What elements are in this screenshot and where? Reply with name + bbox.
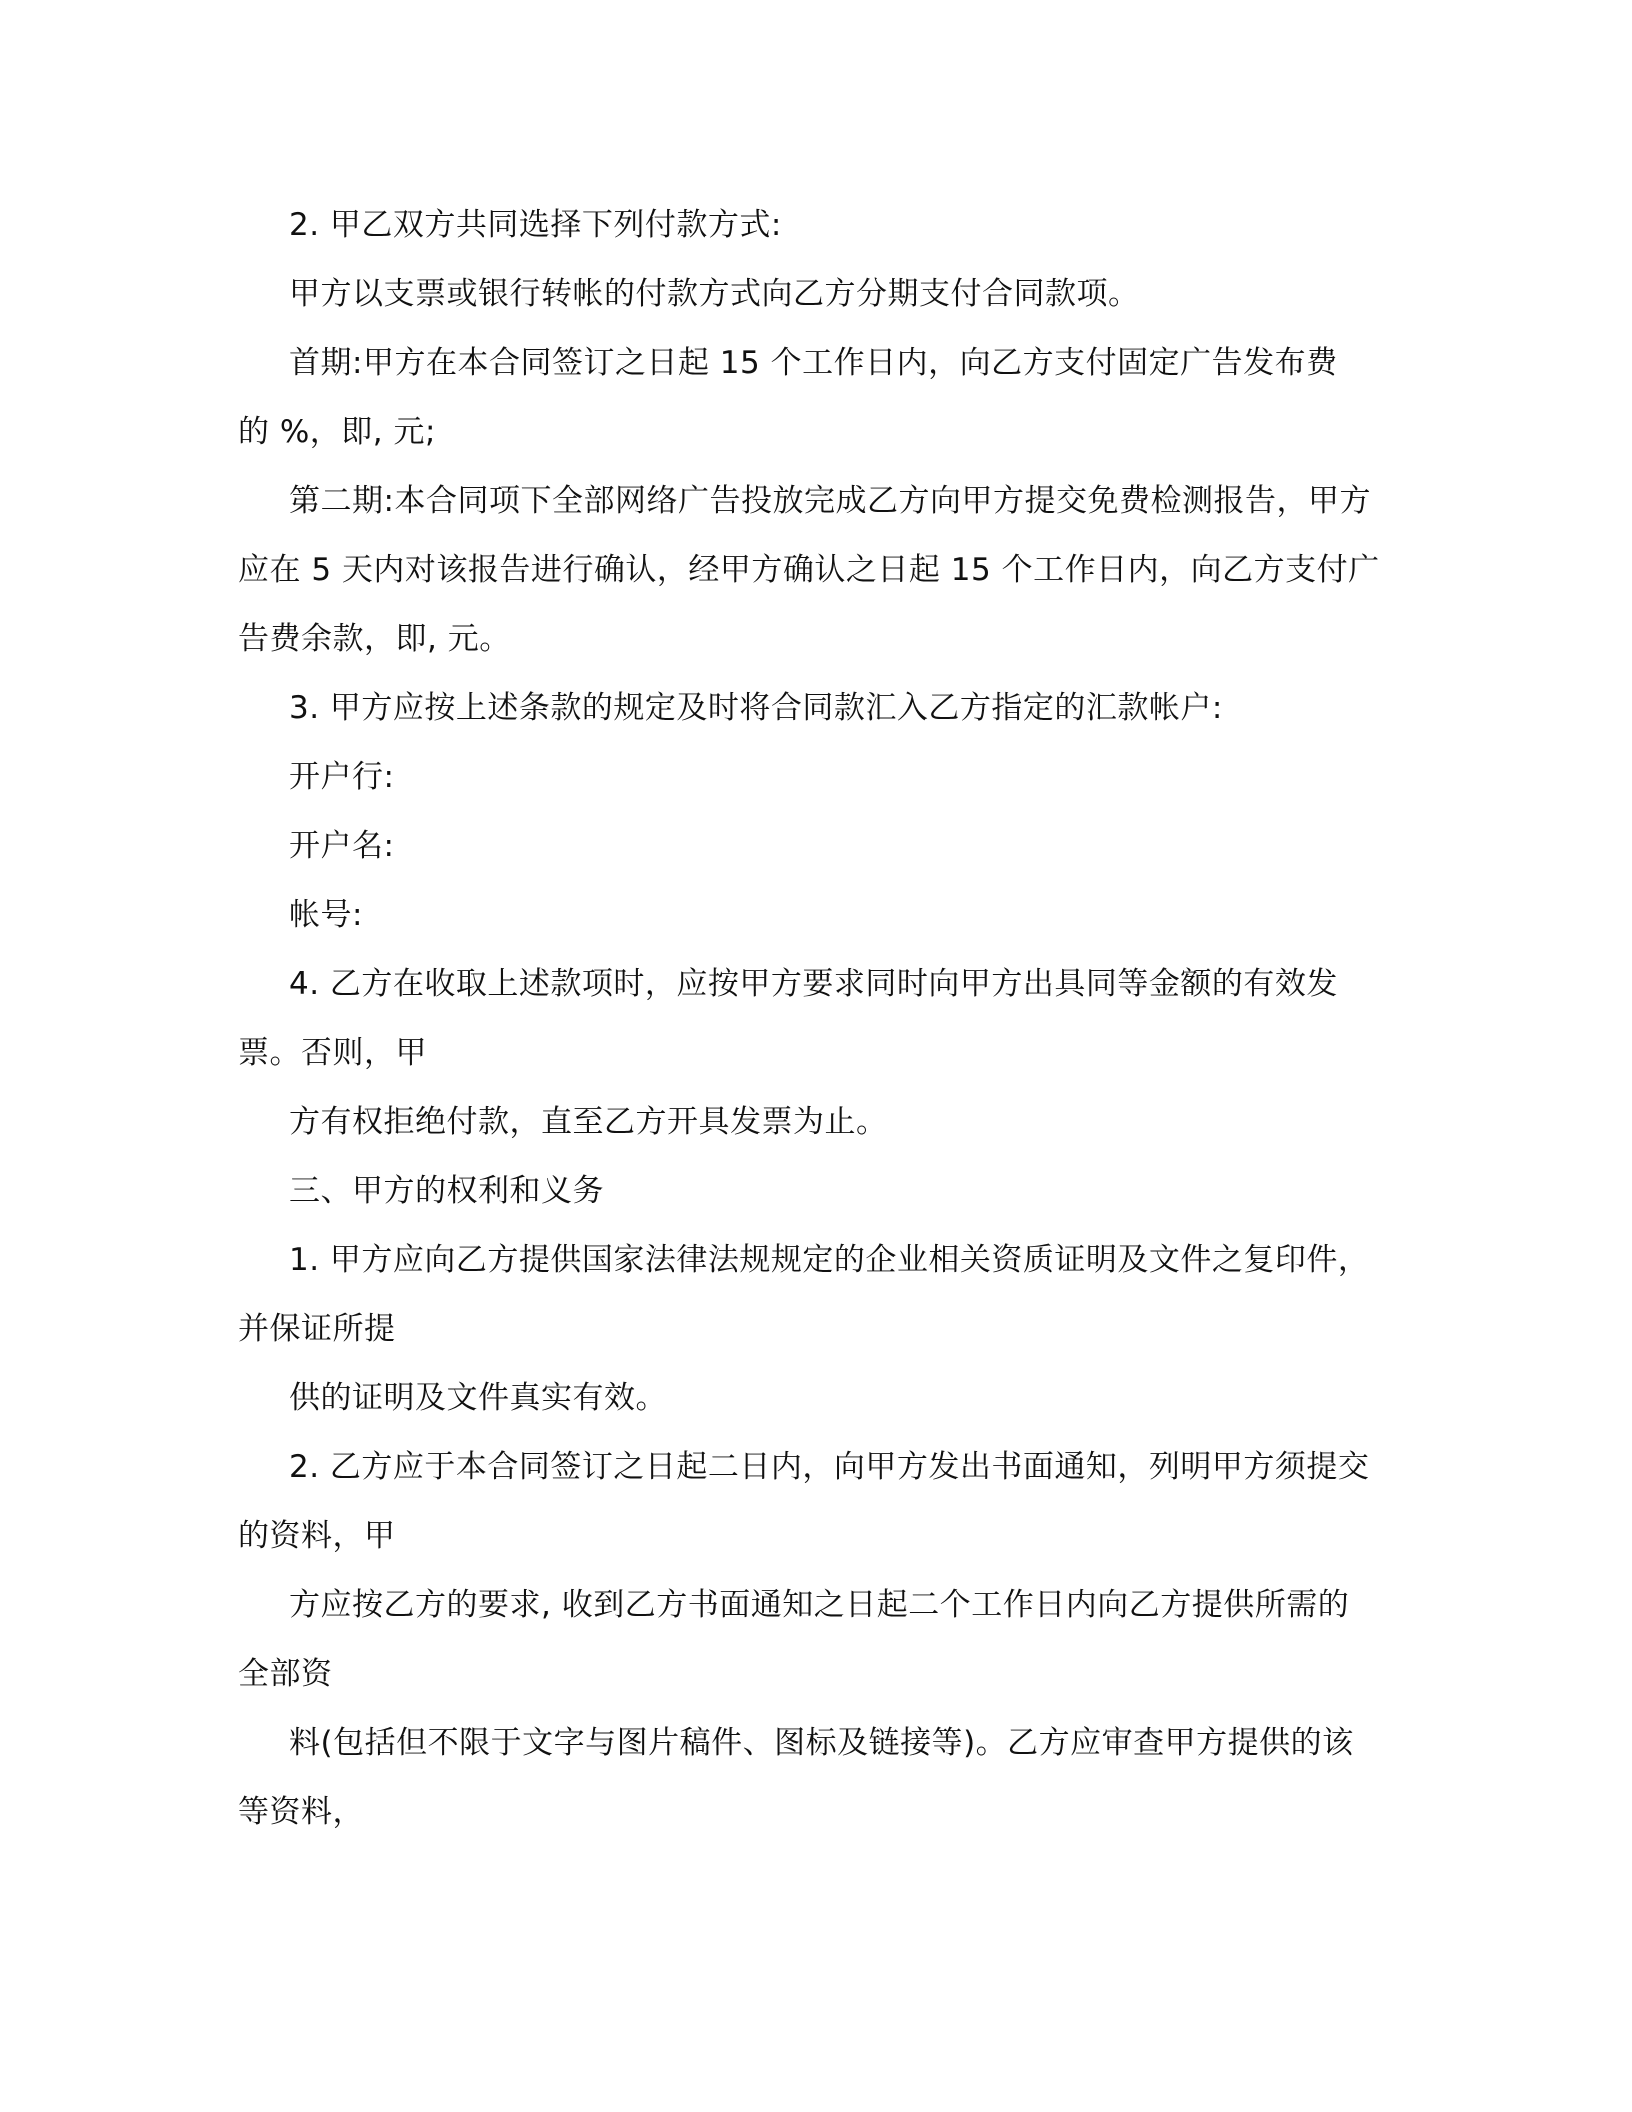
- doc-line-24: 等资料，: [238, 1794, 364, 1830]
- doc-line-19: 2. 乙方应于本合同签订之日起二日内，向甲方发出书面通知，列明甲方须提交: [289, 1449, 1370, 1485]
- doc-line-21: 方应按乙方的要求, 收到乙方书面通知之日起二个工作日内向乙方提供所需的: [289, 1587, 1350, 1623]
- doc-line-6: 应在 5 天内对该报告进行确认，经甲方确认之日起 15 个工作日内，向乙方支付广: [238, 552, 1380, 588]
- doc-line-18: 供的证明及文件真实有效。: [289, 1380, 667, 1416]
- doc-line-10: 开户名:: [289, 828, 395, 864]
- doc-line-23: 料(包括但不限于文字与图片稿件、图标及链接等)。乙方应审查甲方提供的该: [289, 1725, 1354, 1761]
- doc-line-20: 的资料，甲: [238, 1518, 396, 1554]
- doc-line-14: 方有权拒绝付款，直至乙方开具发票为止。: [289, 1104, 888, 1140]
- doc-line-16: 1. 甲方应向乙方提供国家法律法规规定的企业相关资质证明及文件之复印件，: [289, 1242, 1370, 1278]
- doc-line-7: 告费余款，即, 元。: [238, 621, 511, 657]
- doc-line-15: 三、甲方的权利和义务: [289, 1173, 604, 1209]
- doc-line-2: 甲方以支票或银行转帐的付款方式向乙方分期支付合同款项。: [289, 276, 1140, 312]
- doc-line-22: 全部资: [238, 1656, 333, 1692]
- doc-line-17: 并保证所提: [238, 1311, 396, 1347]
- doc-line-3: 首期:甲方在本合同签订之日起 15 个工作日内，向乙方支付固定广告发布费: [289, 345, 1338, 381]
- doc-line-8: 3. 甲方应按上述条款的规定及时将合同款汇入乙方指定的汇款帐户:: [289, 690, 1223, 726]
- doc-line-4: 的 %，即, 元;: [238, 414, 436, 450]
- doc-line-13: 票。否则，甲: [238, 1035, 427, 1071]
- doc-line-9: 开户行:: [289, 759, 395, 795]
- doc-line-12: 4. 乙方在收取上述款项时，应按甲方要求同时向甲方出具同等金额的有效发: [289, 966, 1338, 1002]
- doc-line-5: 第二期:本合同项下全部网络广告投放完成乙方向甲方提交免费检测报告，甲方: [289, 483, 1371, 519]
- doc-line-11: 帐号:: [289, 897, 363, 933]
- doc-line-1: 2. 甲乙双方共同选择下列付款方式:: [289, 207, 782, 243]
